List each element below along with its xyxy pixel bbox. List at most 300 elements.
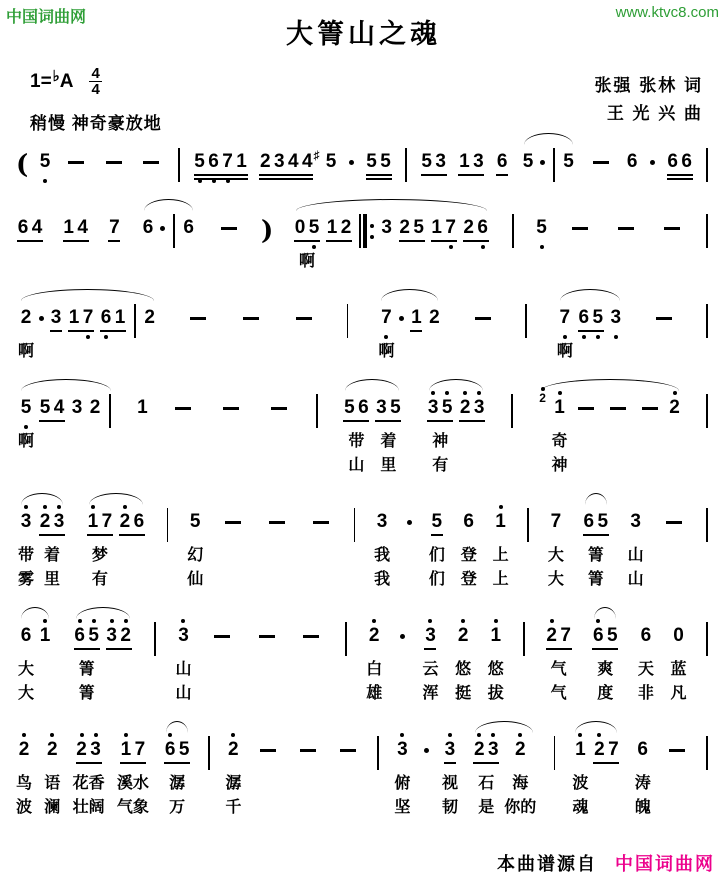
time-signature — [89, 66, 101, 97]
note-digit: 1 — [490, 625, 502, 646]
note-2 — [119, 618, 133, 658]
octave-dot-above-slot — [91, 504, 95, 511]
note-group — [472, 732, 500, 820]
octave-up-dot — [50, 733, 54, 737]
lyric: 幻 — [187, 547, 204, 564]
octave-dot-above-slot — [494, 618, 498, 625]
note-5 — [87, 618, 101, 658]
lyric: 是 — [478, 799, 495, 816]
note-3 — [70, 390, 84, 430]
note-5 — [307, 210, 321, 250]
lyric: 里 — [44, 571, 61, 588]
lyric: 气象 — [116, 799, 149, 816]
note-digit: 6 — [463, 511, 474, 532]
lyric: 大 — [18, 685, 35, 702]
note-digit: 6 — [208, 151, 219, 172]
note-group — [225, 732, 241, 820]
octave-down-dot — [198, 179, 202, 183]
note-digit: 1 — [68, 307, 80, 328]
note-2 — [45, 732, 59, 772]
octave-up-dot — [463, 391, 467, 395]
note-digit: 6 — [578, 307, 590, 328]
barline — [109, 394, 111, 428]
octave-down-dot — [481, 245, 485, 249]
note-group — [422, 618, 438, 706]
note-digit: 7 — [82, 307, 94, 328]
note-row — [19, 300, 33, 340]
octave-dot-above-slot — [124, 732, 128, 739]
dash-note — [618, 227, 634, 230]
barline — [706, 148, 708, 182]
note-digit: 2 — [473, 739, 485, 760]
octave-dot-above-slot — [78, 618, 82, 625]
lyric: 山 — [175, 661, 192, 678]
octave-up-dot — [124, 733, 128, 737]
dash-note — [642, 407, 658, 410]
site-url-link[interactable]: www.ktvc8.com — [615, 4, 719, 21]
note-6 — [141, 210, 155, 250]
slur-group — [470, 732, 538, 820]
note-group — [258, 144, 320, 184]
note-3 — [89, 732, 103, 772]
note-digit: 3 — [435, 151, 446, 172]
lyric: 我 — [374, 571, 391, 588]
note-2 — [513, 732, 527, 772]
note-digit: 3 — [610, 307, 622, 328]
note-3 — [434, 144, 448, 184]
note-digit: 3 — [178, 625, 189, 646]
note-group — [458, 390, 486, 478]
note-3 — [443, 732, 457, 772]
note-7 — [221, 144, 235, 184]
score-line-2 — [0, 198, 727, 274]
dash-note — [225, 521, 241, 524]
note-group — [193, 144, 249, 184]
attribution-prefix: 本曲谱源自 — [497, 854, 597, 874]
augmentation-dot — [160, 226, 165, 231]
note-digit: 4 — [53, 397, 65, 418]
note-7 — [606, 732, 620, 772]
note-row — [70, 390, 84, 430]
octave-dot-above-slot — [24, 504, 28, 511]
note-digit: 2 — [457, 625, 469, 646]
note-group — [16, 210, 44, 274]
note-3 — [380, 210, 394, 250]
note-row — [521, 144, 535, 184]
lyric: 云 — [422, 661, 439, 678]
note-row — [19, 618, 33, 658]
note-row — [625, 144, 639, 184]
octave-up-dot — [110, 619, 114, 623]
lyric: 奇 — [551, 433, 568, 450]
octave-dot-above-slot — [461, 618, 465, 625]
octave-dot-above-slot — [596, 618, 600, 625]
dash-note — [296, 317, 312, 320]
note-digit: 2 — [669, 397, 680, 418]
note-group — [429, 504, 445, 592]
site-logo[interactable]: 中国词曲网 — [6, 9, 87, 26]
note-group — [582, 504, 610, 592]
meter-numerator: 4 — [91, 65, 100, 82]
lyric: 悠 — [487, 661, 504, 678]
note-digit: 5 — [421, 151, 432, 172]
lyric: 气 — [550, 685, 567, 702]
note-group — [18, 300, 34, 364]
flat-icon: ♭ — [52, 67, 60, 85]
note-1 — [86, 504, 100, 544]
lyric: 度 — [597, 685, 614, 702]
dash-note — [214, 635, 230, 638]
octave-up-dot — [448, 733, 452, 737]
note-group — [380, 210, 394, 274]
slur-group — [376, 300, 443, 364]
note-group — [73, 732, 105, 820]
octave-up-dot — [43, 619, 47, 623]
note-group — [591, 618, 619, 706]
note-group — [88, 390, 102, 478]
lyricist-credit: 张强 张林 词 — [594, 76, 703, 95]
barline — [527, 508, 529, 542]
note-1 — [325, 210, 339, 250]
note-7 — [444, 210, 458, 250]
note-2 — [339, 210, 353, 250]
note-digit: 6 — [496, 151, 508, 172]
note-5 — [177, 732, 191, 772]
note-row — [73, 618, 101, 658]
attribution-site-link[interactable]: 中国词曲网 — [615, 854, 715, 874]
note-row — [38, 504, 66, 544]
note-digit: 3 — [473, 397, 485, 418]
note-digit: 5 — [380, 151, 391, 172]
key-signature — [30, 66, 162, 97]
note-row — [457, 144, 485, 184]
octave-dot-above-slot — [231, 732, 235, 739]
octave-dot-below-slot — [540, 245, 544, 250]
slur-group — [580, 504, 612, 592]
dash-note — [669, 749, 685, 752]
lyric: 箐 — [587, 547, 604, 564]
lyric: 有 — [91, 571, 108, 588]
note-digit: 2 — [89, 397, 101, 418]
note-row — [38, 390, 66, 430]
lyric: 山 — [627, 547, 644, 564]
note-group — [38, 618, 52, 706]
note-5 — [38, 390, 52, 430]
note-group — [18, 618, 34, 706]
key-and-tempo-block — [30, 66, 162, 134]
barline — [178, 148, 180, 182]
octave-up-dot — [123, 505, 127, 509]
note-group — [521, 144, 535, 184]
note-2 — [118, 504, 132, 544]
note-2 — [75, 732, 89, 772]
note-group — [62, 210, 90, 274]
note-group — [73, 618, 101, 706]
note-row — [456, 618, 470, 658]
note-row — [545, 618, 573, 658]
note-1 — [489, 618, 503, 658]
barline — [345, 622, 347, 656]
note-7 — [107, 210, 121, 250]
slur-group — [84, 504, 148, 592]
octave-up-dot — [550, 619, 554, 623]
note-row — [325, 210, 353, 250]
note-1 — [553, 390, 567, 430]
note-group — [461, 504, 477, 592]
slur-group — [161, 732, 193, 820]
note-group — [38, 504, 66, 592]
octave-dot-above-slot — [477, 390, 481, 397]
note-6 — [356, 390, 370, 430]
dash-note — [578, 407, 594, 410]
note-digit: 2 — [120, 625, 131, 646]
note-6 — [476, 210, 490, 250]
note-group — [488, 618, 504, 706]
note-group — [135, 390, 149, 478]
note-group — [38, 390, 66, 478]
note-row — [143, 300, 157, 340]
note-1 — [409, 300, 423, 340]
dash-note — [106, 161, 122, 164]
note-digit: 3 — [487, 739, 499, 760]
octave-up-dot — [445, 391, 449, 395]
octave-dot-above-slot — [477, 732, 481, 739]
note-digit: 6 — [74, 625, 85, 646]
note-group — [625, 144, 639, 184]
note-digit: 7 — [134, 739, 146, 760]
note-digit: 7 — [101, 511, 113, 532]
barline — [706, 736, 708, 770]
note-2 — [458, 390, 472, 430]
note-3 — [374, 390, 388, 430]
barline — [173, 214, 175, 248]
note-group — [427, 300, 441, 364]
note-digit: 2 — [76, 739, 87, 760]
dash-note — [68, 161, 84, 164]
note-digit: 3 — [630, 511, 641, 532]
note-4 — [52, 390, 66, 430]
note-group — [493, 504, 509, 592]
octave-up-dot — [400, 733, 404, 737]
lyric: 千 — [225, 799, 242, 816]
barline — [134, 304, 136, 338]
note-row — [427, 300, 441, 340]
note-row — [430, 210, 458, 250]
octave-dot-below-slot — [226, 179, 230, 184]
slur-group — [71, 618, 135, 706]
note-row — [591, 618, 619, 658]
octave-down-dot — [86, 335, 90, 339]
note-3 — [629, 504, 643, 544]
octave-dot-above-slot — [431, 390, 435, 397]
barline — [525, 304, 527, 338]
note-digit: 7 — [109, 217, 120, 238]
note-group — [175, 618, 191, 706]
octave-dot-above-slot — [491, 732, 495, 739]
note-6 — [99, 300, 113, 340]
octave-up-dot — [428, 619, 432, 623]
note-group — [628, 504, 644, 592]
note-group — [545, 618, 573, 706]
lyric: 着 — [44, 547, 61, 564]
octave-dot-below-slot — [596, 335, 600, 340]
note-group — [293, 210, 321, 274]
parenthesis: ( — [16, 150, 29, 180]
note-digit: 6 — [164, 739, 176, 760]
octave-down-dot — [614, 335, 618, 339]
score-line-5 — [0, 492, 727, 592]
note-digit: 6 — [667, 151, 678, 172]
note-group — [107, 210, 121, 274]
lyric: 箐 — [587, 571, 604, 588]
octave-up-dot — [491, 733, 495, 737]
lyric: 带 — [18, 547, 35, 564]
note-5 — [420, 144, 434, 184]
note-6 — [625, 144, 639, 184]
slur-group — [16, 300, 159, 364]
note-group — [635, 732, 651, 820]
lyric: 鸟 — [16, 775, 33, 792]
note-group — [374, 390, 402, 478]
octave-dot-above-slot — [124, 618, 128, 625]
note-row — [367, 618, 381, 658]
note-group — [394, 732, 410, 820]
note-row — [75, 732, 103, 772]
note-2 — [427, 300, 441, 340]
note-digit: 2 — [399, 217, 410, 238]
note-row — [19, 390, 33, 430]
dash-note — [313, 521, 329, 524]
lyric: 大 — [547, 571, 564, 588]
note-digit: 5 — [308, 217, 320, 238]
lyric: 非 — [637, 685, 654, 702]
barline — [167, 508, 169, 542]
augmentation-dot — [650, 160, 655, 165]
note-group — [366, 618, 382, 706]
note-6 — [19, 618, 33, 658]
note-group — [67, 300, 95, 364]
note-3 — [426, 390, 440, 430]
octave-dot-above-slot — [673, 390, 677, 397]
note-1 — [494, 504, 508, 544]
note-digit: 1 — [459, 151, 470, 172]
note-digit: 3 — [71, 397, 83, 418]
note-group — [118, 504, 146, 592]
note-group — [325, 210, 353, 274]
note-2 — [38, 504, 52, 544]
octave-dot-above-slot — [400, 732, 404, 739]
octave-up-dot — [168, 733, 172, 737]
lyric: 大 — [18, 661, 35, 678]
note-group — [426, 390, 454, 478]
note-group — [365, 144, 393, 184]
lyric: 山 — [348, 457, 365, 474]
note-5 — [605, 618, 619, 658]
octave-dot-above-slot — [597, 732, 601, 739]
note-7 — [133, 732, 147, 772]
note-row — [462, 504, 476, 544]
note-row — [592, 732, 620, 772]
note-digit: 3 — [427, 397, 439, 418]
octave-up-dot — [94, 733, 98, 737]
note-digit: 5 — [597, 511, 609, 532]
lyric: 语 — [44, 775, 61, 792]
lyric: 拔 — [487, 685, 504, 702]
note-3 — [423, 618, 437, 658]
lyric: 山 — [627, 571, 644, 588]
note-3 — [176, 618, 190, 658]
octave-dot-below-slot — [312, 245, 316, 250]
note-group — [70, 390, 84, 478]
note-3 — [486, 732, 500, 772]
note-group — [324, 144, 338, 184]
dash-note — [303, 635, 319, 638]
note-group — [552, 390, 568, 478]
octave-dot-below-slot — [104, 335, 108, 340]
note-5 — [188, 504, 202, 544]
note-row — [135, 390, 149, 430]
slur-group — [589, 618, 621, 706]
note-3 — [395, 732, 409, 772]
note-digit: 3 — [50, 307, 62, 328]
meter-denominator: 4 — [91, 81, 100, 98]
note-row — [107, 210, 121, 250]
note-row — [374, 390, 402, 430]
note-2 — [668, 390, 682, 430]
octave-dot-above-slot — [372, 618, 376, 625]
note-5 — [430, 504, 444, 544]
note-5 — [38, 144, 52, 184]
lyric: 们 — [428, 547, 445, 564]
note-digit: 6 — [681, 151, 692, 172]
note-5 — [591, 300, 605, 340]
note-row — [45, 732, 59, 772]
note-group — [504, 732, 536, 820]
note-group — [99, 300, 127, 364]
note-digit: 4 — [31, 217, 43, 238]
note-group — [141, 210, 155, 274]
slur-group — [570, 732, 622, 820]
note-digit: 1 — [575, 739, 586, 760]
note-digit: 6 — [477, 217, 488, 238]
note-row — [141, 210, 155, 250]
note-group — [420, 144, 448, 184]
note-row — [163, 732, 191, 772]
note-group — [666, 144, 694, 184]
dash-note — [223, 407, 239, 410]
dash-note — [269, 521, 285, 524]
note-digit: 2 — [546, 625, 557, 646]
augmentation-dot — [349, 160, 354, 165]
note-digit: 6 — [640, 625, 652, 646]
note-1 — [235, 144, 249, 184]
note-0 — [293, 210, 307, 250]
note-row — [86, 504, 114, 544]
note-digit: 6 — [20, 625, 32, 646]
note-6 — [639, 618, 653, 658]
note-row — [672, 618, 686, 658]
note-5 — [193, 144, 207, 184]
note-row — [562, 144, 576, 184]
note-row — [549, 504, 563, 544]
lyric: 神 — [551, 457, 568, 474]
slur-group — [424, 390, 488, 478]
note-3 — [272, 144, 286, 184]
octave-up-dot — [431, 391, 435, 395]
note-group — [398, 210, 426, 274]
note-1 — [457, 144, 471, 184]
note-7 — [549, 504, 563, 544]
